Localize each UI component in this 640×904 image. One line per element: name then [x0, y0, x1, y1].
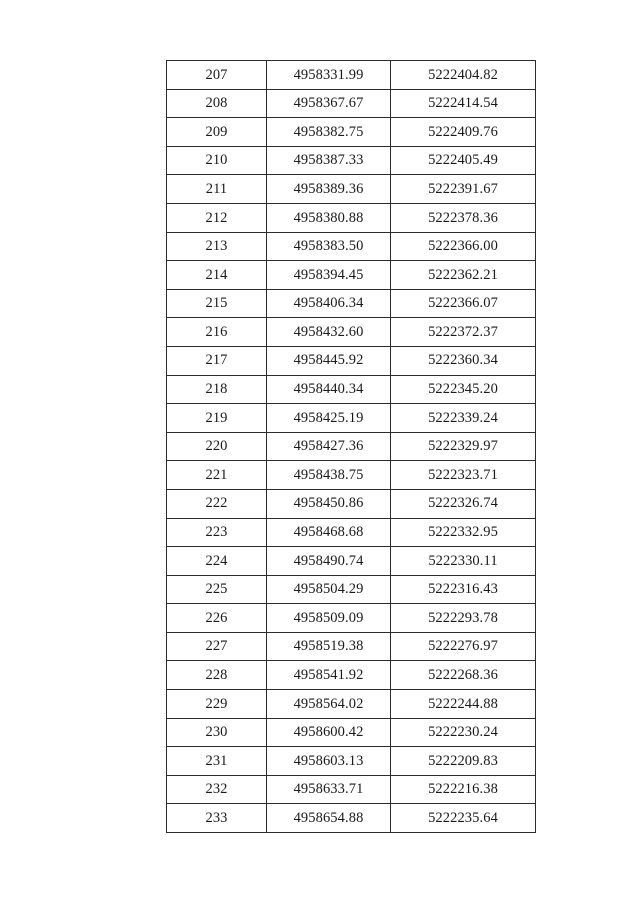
x-coordinate-cell: 4958425.19 [267, 404, 391, 433]
y-coordinate-cell: 5222235.64 [391, 804, 536, 833]
y-coordinate-cell: 5222276.97 [391, 632, 536, 661]
y-coordinate-cell: 5222216.38 [391, 775, 536, 804]
y-coordinate-cell: 5222209.83 [391, 747, 536, 776]
y-coordinate-cell: 5222230.24 [391, 718, 536, 747]
y-coordinate-cell: 5222378.36 [391, 203, 536, 232]
table-row [167, 604, 536, 633]
y-coordinate-cell: 5222362.21 [391, 261, 536, 290]
table-row [167, 375, 536, 404]
table-row [167, 575, 536, 604]
y-coordinate-cell: 5222339.24 [391, 404, 536, 433]
point-number-cell: 207 [167, 61, 267, 90]
point-number-cell: 215 [167, 289, 267, 318]
x-coordinate-cell: 4958490.74 [267, 547, 391, 576]
y-coordinate-cell: 5222366.00 [391, 232, 536, 261]
y-coordinate-cell: 5222404.82 [391, 61, 536, 90]
y-coordinate-cell: 5222330.11 [391, 547, 536, 576]
x-coordinate-cell: 4958440.34 [267, 375, 391, 404]
x-coordinate-cell: 4958427.36 [267, 432, 391, 461]
point-number-cell: 210 [167, 146, 267, 175]
x-coordinate-cell: 4958394.45 [267, 261, 391, 290]
table-row [167, 690, 536, 719]
table-row [167, 461, 536, 490]
table-row [167, 775, 536, 804]
point-number-cell: 232 [167, 775, 267, 804]
y-coordinate-cell: 5222323.71 [391, 461, 536, 490]
x-coordinate-cell: 4958406.34 [267, 289, 391, 318]
x-coordinate-cell: 4958468.68 [267, 518, 391, 547]
table-row [167, 146, 536, 175]
y-coordinate-cell: 5222405.49 [391, 146, 536, 175]
table-row [167, 404, 536, 433]
coordinates-table-body [167, 61, 536, 833]
point-number-cell: 229 [167, 690, 267, 719]
y-coordinate-cell: 5222316.43 [391, 575, 536, 604]
point-number-cell: 230 [167, 718, 267, 747]
point-number-cell: 233 [167, 804, 267, 833]
point-number-cell: 209 [167, 118, 267, 147]
y-coordinate-cell: 5222391.67 [391, 175, 536, 204]
table-row [167, 175, 536, 204]
point-number-cell: 211 [167, 175, 267, 204]
x-coordinate-cell: 4958633.71 [267, 775, 391, 804]
y-coordinate-cell: 5222372.37 [391, 318, 536, 347]
x-coordinate-cell: 4958389.36 [267, 175, 391, 204]
x-coordinate-cell: 4958380.88 [267, 203, 391, 232]
point-number-cell: 216 [167, 318, 267, 347]
x-coordinate-cell: 4958382.75 [267, 118, 391, 147]
point-number-cell: 218 [167, 375, 267, 404]
point-number-cell: 223 [167, 518, 267, 547]
table-row [167, 203, 536, 232]
y-coordinate-cell: 5222268.36 [391, 661, 536, 690]
point-number-cell: 226 [167, 604, 267, 633]
y-coordinate-cell: 5222345.20 [391, 375, 536, 404]
table-row [167, 346, 536, 375]
table-row [167, 432, 536, 461]
table-row [167, 804, 536, 833]
x-coordinate-cell: 4958541.92 [267, 661, 391, 690]
point-number-cell: 221 [167, 461, 267, 490]
x-coordinate-cell: 4958600.42 [267, 718, 391, 747]
y-coordinate-cell: 5222329.97 [391, 432, 536, 461]
table-row [167, 489, 536, 518]
x-coordinate-cell: 4958509.09 [267, 604, 391, 633]
x-coordinate-cell: 4958654.88 [267, 804, 391, 833]
point-number-cell: 214 [167, 261, 267, 290]
table-row [167, 61, 536, 90]
point-number-cell: 220 [167, 432, 267, 461]
point-number-cell: 213 [167, 232, 267, 261]
y-coordinate-cell: 5222293.78 [391, 604, 536, 633]
table-row [167, 518, 536, 547]
x-coordinate-cell: 4958438.75 [267, 461, 391, 490]
x-coordinate-cell: 4958367.67 [267, 89, 391, 118]
y-coordinate-cell: 5222332.95 [391, 518, 536, 547]
x-coordinate-cell: 4958432.60 [267, 318, 391, 347]
x-coordinate-cell: 4958445.92 [267, 346, 391, 375]
point-number-cell: 217 [167, 346, 267, 375]
y-coordinate-cell: 5222414.54 [391, 89, 536, 118]
table-row [167, 747, 536, 776]
y-coordinate-cell: 5222409.76 [391, 118, 536, 147]
x-coordinate-cell: 4958603.13 [267, 747, 391, 776]
y-coordinate-cell: 5222326.74 [391, 489, 536, 518]
x-coordinate-cell: 4958564.02 [267, 690, 391, 719]
coordinates-table [166, 60, 536, 833]
y-coordinate-cell: 5222360.34 [391, 346, 536, 375]
point-number-cell: 225 [167, 575, 267, 604]
x-coordinate-cell: 4958519.38 [267, 632, 391, 661]
point-number-cell: 208 [167, 89, 267, 118]
table-row [167, 318, 536, 347]
table-row [167, 632, 536, 661]
table-row [167, 118, 536, 147]
point-number-cell: 219 [167, 404, 267, 433]
point-number-cell: 228 [167, 661, 267, 690]
table-row [167, 718, 536, 747]
x-coordinate-cell: 4958450.86 [267, 489, 391, 518]
y-coordinate-cell: 5222366.07 [391, 289, 536, 318]
x-coordinate-cell: 4958387.33 [267, 146, 391, 175]
point-number-cell: 224 [167, 547, 267, 576]
x-coordinate-cell: 4958331.99 [267, 61, 391, 90]
table-row [167, 261, 536, 290]
x-coordinate-cell: 4958504.29 [267, 575, 391, 604]
table-row [167, 232, 536, 261]
point-number-cell: 222 [167, 489, 267, 518]
point-number-cell: 212 [167, 203, 267, 232]
table-row [167, 89, 536, 118]
y-coordinate-cell: 5222244.88 [391, 690, 536, 719]
table-row [167, 661, 536, 690]
point-number-cell: 227 [167, 632, 267, 661]
table-row [167, 289, 536, 318]
x-coordinate-cell: 4958383.50 [267, 232, 391, 261]
table-row [167, 547, 536, 576]
point-number-cell: 231 [167, 747, 267, 776]
